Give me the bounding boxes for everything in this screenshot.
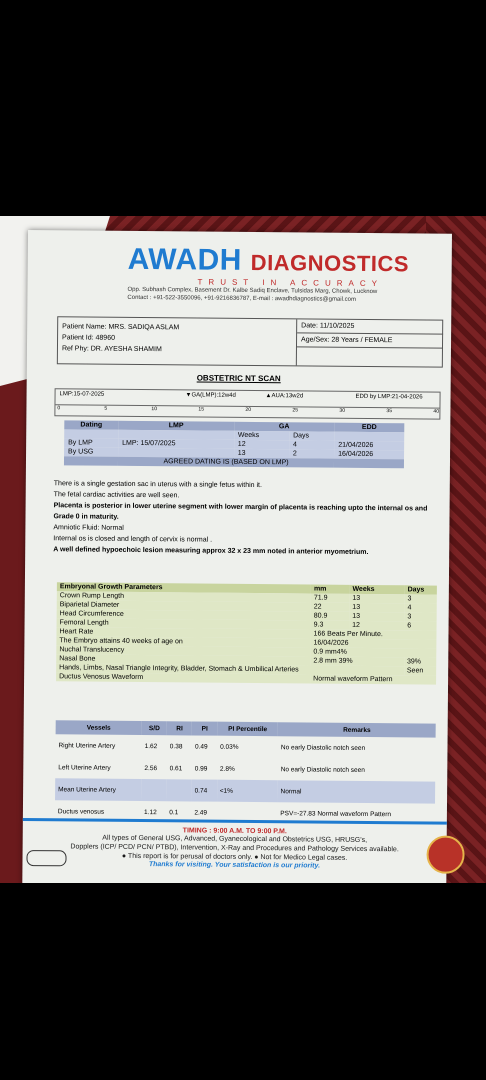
footer-l1: All types of General USG, Advanced, Gyanecological and Obstetrics USG, HRUSG's,: [102, 834, 368, 844]
scale-tick: 30: [339, 407, 346, 414]
findings: [53, 478, 438, 558]
scale-tick: 5: [104, 405, 108, 412]
scale-ticks: [55, 404, 439, 418]
scale-ga: ▼GA(LMP):12w4d: [185, 392, 236, 399]
footer-l3: ● This report is for perusal of doctors only. ● Not for Medico Legal cases.: [121, 852, 348, 862]
patient-box: [57, 316, 443, 367]
lmp-val: LMP: 15/07/2025: [122, 439, 176, 448]
report-date: Date: 11/10/2025: [297, 319, 443, 334]
dating-table: [64, 420, 404, 468]
contact: Contact : +91-522-3550096, +91-9216836787, E-mail : awadhdiagnostics@gmail.com: [127, 294, 357, 303]
bylmp: By LMP: [68, 439, 93, 447]
brand-logo: [128, 243, 428, 280]
lmp-edd: 21/04/2026: [338, 441, 374, 450]
scale-aua: ▲AUA:13w2d: [265, 393, 304, 400]
tagline: TRUST IN ACCURACY: [197, 277, 384, 289]
report-sheet: [22, 230, 452, 883]
scale-tick: 20: [245, 406, 252, 413]
finding-4: Amniotic Fluid: Normal: [53, 524, 124, 532]
scale-lmp: LMP:15-07-2025: [59, 391, 105, 398]
brand-name: AWADH: [127, 242, 243, 277]
usg-edd: 16/04/2026: [338, 450, 374, 459]
vessels-table: Vessels S/D RI PI PI Percentile Remarks Right Uterine Artery 1.62 0.38 0.49 0.03% No early Diastolic notch seen Left Uterine Artery 2.56 0.61 0.99 2.8% No early Diastolic notch seen Mean Uterine Artery 0.74 <1% Normal Ductus venosus 1.12 0.1 2.49 PSV=-27.83 Normal waveform Pattern: [55, 720, 436, 825]
ref-phy: Ref Phy: DR. AYESHA SHAMIM: [61, 345, 162, 354]
scale-tick: 15: [198, 406, 205, 413]
usg-weeks: 13: [237, 449, 246, 457]
ga-scale: [54, 388, 440, 419]
patient-name: Patient Name: MRS. SADIQA ASLAM: [62, 323, 180, 332]
finding-2: The fetal cardiac activities are well seen.: [53, 491, 180, 500]
lmp-weeks: 12: [237, 440, 246, 448]
seal-icon: [426, 836, 464, 874]
address: Opp. Subhash Complex, Basement Dr. Kalbe Sadiq Enclave, Tulsidas Marg, Chowk, Lucknow: [127, 286, 378, 296]
brand-name2: DIAGNOSTICS: [250, 249, 410, 277]
scale-edd: EDD by LMP:21-04-2026: [355, 393, 423, 401]
dating-h4: EDD: [334, 423, 404, 433]
usg-days: 2: [292, 450, 297, 458]
finding-6: A well defined hypoechoic lesion measuring approx 32 x 23 mm noted in anterior myometrium.: [53, 546, 369, 556]
footer: [22, 826, 446, 871]
scale-tick: 0: [57, 405, 61, 412]
timing: TIMING : 9:00 A.M. TO 9:00 P.M.: [182, 827, 287, 836]
scale-tick: 10: [151, 406, 158, 413]
dating-h2: LMP: [118, 421, 234, 431]
footer-l2: Dopplers (ICP/ PCD/ PCN/ PTBD), Intervention, X-Ray and Procedures and Pathology Services available.: [70, 843, 399, 854]
dating-h1: Dating: [64, 420, 118, 429]
finding-1: There is a single gestation sac in uterus with a single fetus within it.: [53, 480, 262, 490]
photo-background: [0, 216, 486, 883]
finding-5: Internal os is closed and length of cervix is normal .: [53, 535, 213, 544]
finding-3: Placenta is posterior in lower uterine segment with lower margin of placenta is reaching upto the internal os and Grade 0 in maturity.: [53, 502, 428, 521]
scale-tick: 25: [292, 407, 299, 414]
letterhead: [127, 243, 428, 305]
scale-tick: 35: [386, 408, 393, 415]
agreed-dating: AGREED DATING IS (BASED ON LMP): [118, 457, 334, 468]
patient-id: Patient Id: 48960: [62, 334, 116, 342]
dating-h3: GA: [234, 422, 334, 432]
footer-l4: Thanks for visiting. Your satisfaction is our priority.: [148, 861, 321, 870]
dating-weeks: Weeks: [237, 431, 260, 440]
growth-table: Embryonal Growth Parameters mm Weeks Days Crown Rump Length 71.9 13 3 Biparietal Diameter 22 13 4 Head Circumference 80.9 13 3 Femoral Length 9.3 12 6 Heart Rate 166 Beats Per Minute. The Embryo attains 40 weeks of age on 16/04/2026 Nuchal Translucency 0.9 mm4% Nasal Bone 2.8 mm 39% 39% Hands, Limbs, Nasal Triangle Integrity, Bladder, Stomach & Umbilical Arteries Seen Ductus Venosus Waveform Normal waveform Pattern: [56, 582, 437, 684]
byusg: By USG: [68, 448, 94, 456]
report-title: OBSTETRIC NT SCAN: [196, 373, 281, 384]
scale-tick: 40: [433, 408, 440, 415]
lmp-days: 4: [292, 441, 297, 449]
age-sex: Age/Sex: 28 Years / FEMALE: [297, 333, 443, 348]
dating-days: Days: [293, 432, 310, 440]
service-icons: [26, 850, 66, 866]
